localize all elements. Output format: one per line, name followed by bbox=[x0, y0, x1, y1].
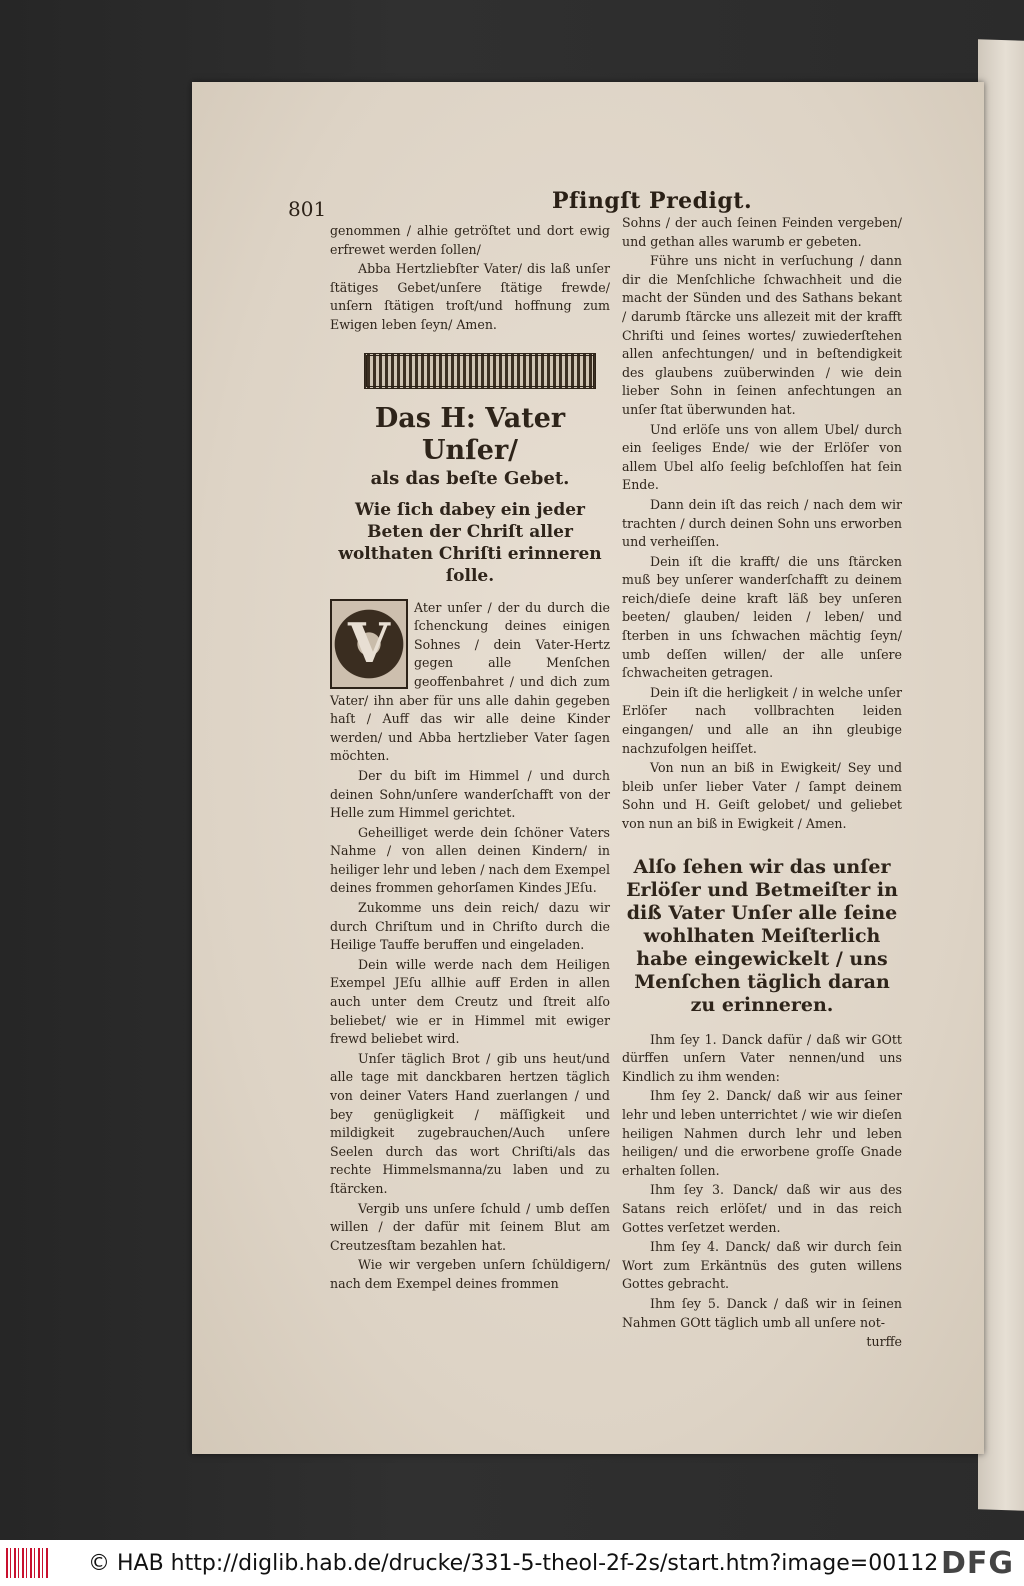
section-subtitle: als das beſte Gebet. bbox=[370, 467, 570, 489]
right-column bbox=[622, 214, 902, 1353]
left-intro-paragraph: genommen / alhie getröſtet und dort ewig erfrewet werden ſollen/ bbox=[330, 223, 610, 257]
thanks-heading: Alſo ſehen wir das unſer Erlöſer und Betmeiſter in diß Vater Unſer alle ſeine wohlhaten Meiſterlich habe eingewickelt / uns Menſchen täglich daran zu erinneren. bbox=[626, 855, 898, 1016]
section-title: Das H: Vater Unſer/ bbox=[374, 402, 566, 466]
prayer-paragraph: Vergib uns unſere ſchuld / umb deſſen willen / der dafür mit ſeinem Blut am Creutzesſtam bezahlen hat. bbox=[330, 1200, 610, 1253]
section-subheading: Wie ſich dabey ein jeder Beten der Chriſt aller wolthaten Chriſti erinneren ſolle. bbox=[338, 499, 602, 586]
decorated-initial: V bbox=[330, 599, 408, 689]
prayer-paragraph: Von nun an biß in Ewigkeit/ Sey und bleib unſer lieber Vater / ſampt deinem Sohn und H. Geiſt gelobet/ und geliebet von nun an biß in Ewigkeit / Amen. bbox=[622, 760, 902, 831]
viewer-footer bbox=[0, 1540, 1024, 1586]
prayer-paragraph: Dein iſt die krafft/ die uns ſtärcken muß bey unſerer wanderſchafft zu deinem reich/dieſe deine kraft läß bey unſeren beeten/ glauben/ leiden / leben/ und ſterben in uns ſchwachen mächtig ſeyn/ umb deſſen willen/ der alle unſere ſchwacheiten getragen. bbox=[622, 553, 902, 681]
prayer-paragraph: Und erlöſe uns von allem Ubel/ durch ein ſeeliges Ende/ wie der Erlöſer von allem Ubel alſo ſeelig beſchloſſen hat ſein Ende. bbox=[622, 421, 902, 493]
prayer-paragraph: Dein wille werde nach dem Heiligen Exempel JEſu allhie auff Erden in allen auch unter dem Creutz und ſtreit alſo beliebet/ wie er in Himmel mit ewiger frewd beliebet wird. bbox=[330, 956, 610, 1047]
dfg-logo: DFG bbox=[940, 1546, 1014, 1581]
thanks-paragraph: Ihm ſey 3. Danck/ daß wir aus des Satans reich erlöſet/ und in das reich Gottes verſetzet werden. bbox=[622, 1182, 902, 1235]
running-head: Pfingſt Predigt. bbox=[552, 188, 753, 214]
prayer-paragraph: Wie wir vergeben unſern ſchüldigern/ nach dem Exempel deines frommen bbox=[330, 1257, 610, 1291]
prayer-paragraph: Der du biſt im Himmel / und durch deinen Sohn/unſere wanderſchafft von der Helle zum Himmel gerichtet. bbox=[330, 767, 610, 821]
prayer-paragraph: Dein iſt die herligkeit / in welche unſer Erlöſer nach vollbrachten leiden eingangen/ und alle an ihn gleubige nachzufolgen heiſſet. bbox=[622, 684, 902, 756]
prayer-paragraph: Sohns / der auch ſeinen Feinden vergeben/ und gethan alles warumb er gebeten. bbox=[622, 215, 902, 249]
thanks-paragraph: Ihm ſey 5. Danck / daß wir in ſeinen Nahmen GOtt täglich umb all unſere not- bbox=[622, 1295, 902, 1330]
thanks-paragraph: Ihm ſey 2. Danck/ daß wir aus ſeiner lehr und leben unterrichtet / wie wir dieſen heiligen Nahmen durch lehr und leben heiligen/ und die erworbene groſſe Gnade erhalten ſollen. bbox=[622, 1088, 902, 1178]
prayer-paragraph: Geheilliget werde dein ſchöner Vaters Nahme / von allen deinen Kindern/ in heiliger lehr und leben / nach dem Exempel deines frommen gehorſamen Kindes JEſu. bbox=[330, 824, 610, 896]
left-intro-paragraph: Abba Hertzliebſter Vater/ dis laß unſer ſtätiges Gebet/unſere ſtätige frewde/ unſern ſtätigen troſt/und hoffnung zum Ewigen leben ſeyn/ Amen. bbox=[330, 261, 610, 332]
ornamental-band bbox=[364, 353, 596, 389]
prayer-paragraph: Ater unſer / der du durch die ſchenckung deines einigen Sohnes / dein Vater-Hertz gegen alle Menſchen geoffenbahret / und dich zum Vater/ ihn aber für uns alle dahin gegeben haſt / Auff das wir alle deine Kinder werden/ und Abba hertzlieber Vater ſagen möchten. bbox=[330, 599, 610, 764]
copyright-url[interactable]: © HAB http://diglib.hab.de/drucke/331-5-theol-2f-2s/start.htm?image=00112 bbox=[88, 1550, 939, 1576]
left-column bbox=[330, 222, 610, 1295]
adjacent-page-edge bbox=[978, 39, 1024, 1511]
dropcap-paragraph bbox=[330, 599, 610, 766]
thanks-paragraph: Ihm ſey 4. Danck/ daß wir durch ſein Wort zum Erkäntnüs des guten willens Gottes gebracht. bbox=[622, 1239, 902, 1292]
prayer-paragraph: Unſer täglich Brot / gib uns heut/und alle tage mit danckbaren hertzen täglich von deiner Vaters Hand zuerlangen / und bey genügligkeit / mäſſigkeit und mildigkeit zugebrauchen/Auch unſere Seelen durch das wort Chriſti/als das rechte Himmelsmanna/zu laben und zu ſtärcken. bbox=[330, 1050, 610, 1196]
hab-barcode-icon bbox=[6, 1548, 50, 1578]
prayer-paragraph: Führe uns nicht in verſuchung / dann dir die Menſchliche ſchwachheit und die macht der Sünden und des Sathans bekant / darumb ſtärcke uns allezeit mit der krafft Chriſti und ſeines wortes/ zuwiederſtehen allen anfechtungen/ und in beſtendigkeit des glaubens zuüberwinden / wie dein lieber Sohn in ſeinen anfechtungen an unſer ſtat überwunden hat. bbox=[622, 253, 902, 417]
catchword: turffe bbox=[866, 1334, 902, 1350]
page-number: 801 bbox=[288, 197, 327, 221]
thanks-paragraph: Ihm ſey 1. Danck dafür / daß wir GOtt dürffen unſern Vater nennen/und uns Kindlich zu ihm wenden: bbox=[622, 1031, 902, 1084]
prayer-paragraph: Dann dein iſt das reich / nach dem wir trachten / durch deinen Sohn uns erworben und verheiſſen. bbox=[622, 496, 902, 550]
prayer-paragraph: Zukomme uns dein reich/ dazu wir durch Chriſtum und in Chriſto durch die Heilige Tauffe beruffen und eingeladen. bbox=[330, 900, 610, 953]
